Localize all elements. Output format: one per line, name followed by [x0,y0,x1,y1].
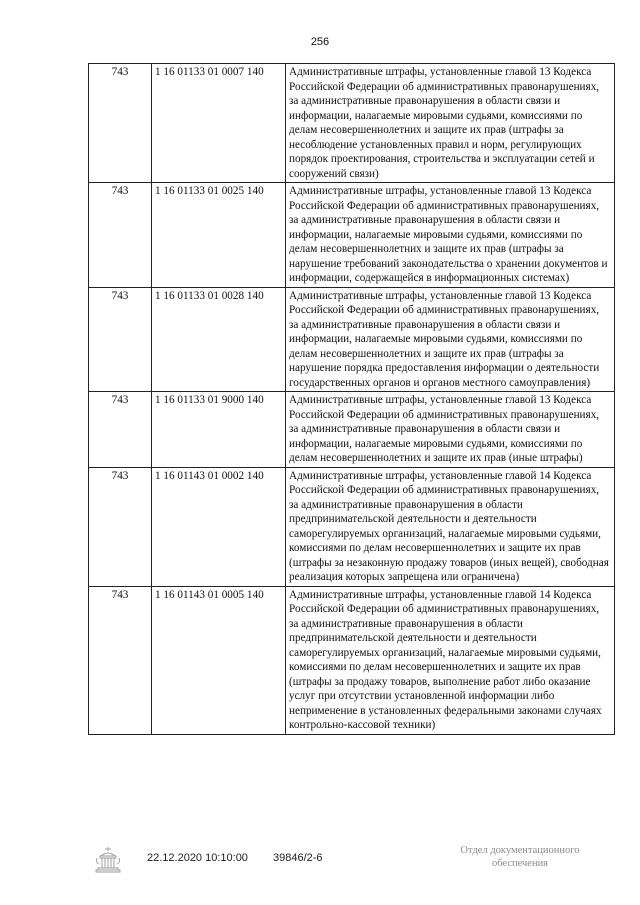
table-row [89,586,615,734]
admin-code-cell: 743 [89,287,152,392]
description-cell: Административные штрафы, установленные главой 13 Кодекса Российской Федерации об административных правонарушениях, за административные правонарушения в области связи и информации, налагаемые мировыми судьями, комиссиями по делам несовершеннолетних и защите их прав (штрафы за несоблюдение установленных правил и норм, регулирующих порядок проектирования, строительства и эксплуатации сетей и сооружений связи) [286,64,615,183]
budget-code-cell: 1 16 01133 01 9000 140 [152,392,286,468]
budget-code-cell: 1 16 01143 01 0002 140 [152,467,286,586]
description-cell: Административные штрафы, установленные главой 14 Кодекса Российской Федерации об административных правонарушениях, за административные правонарушения в области предпринимательской деятельности и деятельности саморегулируемых организаций, налагаемые мировыми судьями, комиссиями по делам несовершеннолетних и защите их прав (штрафы за продажу товаров, выполнение работ либо оказание услуг при отсутствии установленной информации либо неприменение в установленных федеральными законами случаях контрольно-кассовой техники) [286,586,615,734]
stamp-line: Отдел документационного [460,845,580,856]
emblem-icon [92,844,124,876]
budget-code-table [88,63,615,735]
budget-code-cell: 1 16 01133 01 0007 140 [152,64,286,183]
table-row [89,392,615,468]
department-stamp [430,844,610,870]
budget-code-cell: 1 16 01133 01 0028 140 [152,287,286,392]
admin-code-cell: 743 [89,64,152,183]
admin-code-cell: 743 [89,183,152,288]
footer-document-number: 39846/2-6 [273,852,323,864]
description-cell: Административные штрафы, установленные главой 13 Кодекса Российской Федерации об административных правонарушениях, за административные правонарушения в области связи и информации, налагаемые мировыми судьями, комиссиями по делам несовершеннолетних и защите их прав (иные штрафы) [286,392,615,468]
description-cell: Административные штрафы, установленные главой 13 Кодекса Российской Федерации об административных правонарушениях, за административные правонарушения в области связи и информации, налагаемые мировыми судьями, комиссиями по делам несовершеннолетних и защите их прав (штрафы за нарушение порядка предоставления информации о деятельности государственных органов и органов местного самоуправления) [286,287,615,392]
budget-code-cell: 1 16 01133 01 0025 140 [152,183,286,288]
budget-code-cell: 1 16 01143 01 0005 140 [152,586,286,734]
description-cell: Административные штрафы, установленные главой 13 Кодекса Российской Федерации об административных правонарушениях, за административные правонарушения в области связи и информации, налагаемые мировыми судьями, комиссиями по делам несовершеннолетних и защите их прав (штрафы за нарушение требований законодательства о хранении документов и информации, содержащейся в информационных системах) [286,183,615,288]
admin-code-cell: 743 [89,586,152,734]
footer-timestamp: 22.12.2020 10:10:00 [147,852,248,864]
table-row [89,183,615,288]
table-row [89,64,615,183]
table-row [89,467,615,586]
admin-code-cell: 743 [89,392,152,468]
page-footer [0,838,640,898]
description-cell: Административные штрафы, установленные главой 14 Кодекса Российской Федерации об административных правонарушениях, за административные правонарушения в области предпринимательской деятельности и деятельности саморегулируемых организаций, налагаемые мировыми судьями, комиссиями по делам несовершеннолетних и защите их прав (штрафы за незаконную продажу товаров (иных вещей), свободная реализация которых запрещена или ограничена) [286,467,615,586]
admin-code-cell: 743 [89,467,152,586]
page-number: 256 [310,36,330,48]
table-row [89,287,615,392]
stamp-line: обеспечения [491,858,549,869]
